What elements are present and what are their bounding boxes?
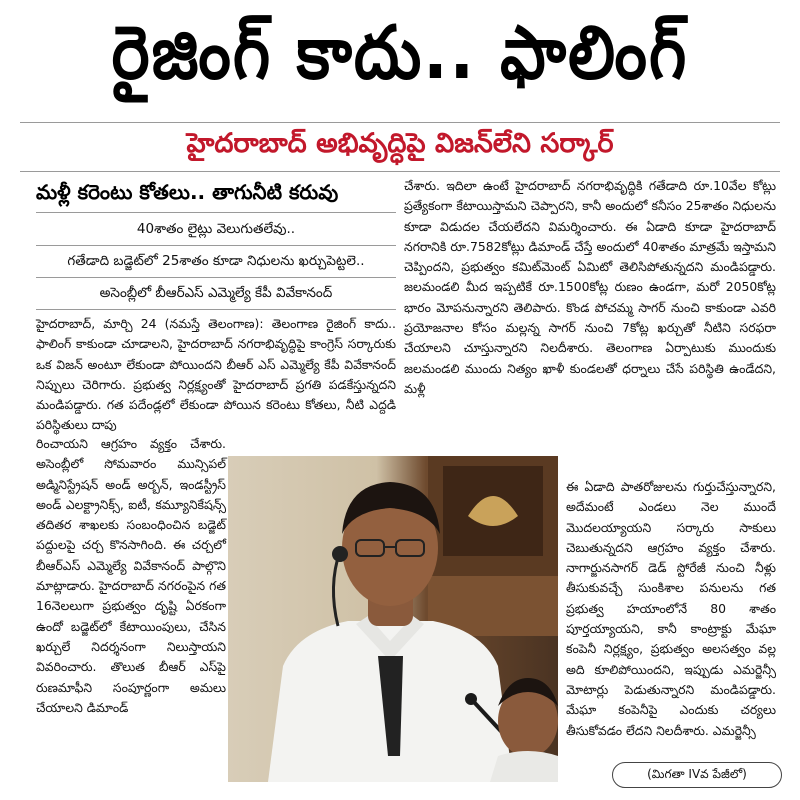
paragraph: రించాయని ఆగ్రహం వ్యక్తం చేశారు. అసెంబ్లీలో సోమవారం మున్సిపల్ అడ్మినిస్ట్రేషన్ అండ్ అర్బన్, ఇండస్ట్రీస్ అండ్ ఎలక్ట్రానిక్స్, ఐటీ, కమ్యూనికేషన్స్ తదితర శాఖలకు సంబంధించిన బడ్జెట్ పద్దులపై చర్చ కొనసాగింది. ఈ చర్చలో బీఆర్‌ఎస్ ఎమ్మెల్యే వివేకానంద్ పాల్గొని మాట్లాడారు. హైదరాబాద్ నగరంపైన గత 16నెలలుగా ప్రభుత్వం దృష్టి ఏరకంగా ఉందో బడ్జెట్‌లో కేటాయింపులు, చేసిన ఖర్చులే నిదర్శనంగా నిలుస్తాయని వివరించారు. తొలుత బీఆర్ ఎస్‌పై రుణమాఫీని సంపూర్ణంగా అమలు చేయాలని డిమాండ్ <box>36 436 226 715</box>
divider <box>36 245 396 246</box>
paragraph: హైదరాబాద్, మార్చి 24 (నమస్తే తెలంగాణ): తెలంగాణ రైజింగ్ కాదు.. ఫాలింగ్ కాకుండా చూడాలని, హైదరాబాద్ నగరాభివృద్ధిపై కాంగ్రెస్ సర్కారుకు ఒక విజన్ అంటూ లేకుండా పోయిందని బీఆర్ ఎస్ ఎమ్మెల్యే కేపీ వివేకానంద్ నిప్పులు చెరిగారు. ప్రభుత్వ నిర్లక్ష్యంతో హైదరాబాద్ ప్రగతి పడకేస్తున్నదని మండిపడ్డారు. గత పదేండ్లలో లేకుండా పోయిన కరెంటు కోతలు, నీటి ఎద్దడి పరిస్థితులు దాపు <box>36 316 396 433</box>
deck-main: మళ్లీ కరెంటు కోతలు.. తాగునీటి కరువు <box>36 179 339 204</box>
divider <box>36 309 396 310</box>
subheadline: హైదరాబాద్ అభివృద్ధిపై విజన్‌లేని సర్కార్ <box>186 128 614 159</box>
deck-line-3: అసెంబ్లీలో బీఆర్‌ఎస్ ఎమ్మెల్యే కేపీ వివేకానంద్ <box>99 284 333 301</box>
article-text-right-top <box>404 176 776 399</box>
divider <box>20 171 780 172</box>
article-text-left-narrow <box>36 434 226 718</box>
paragraph: ఈ ఏడాది పాతరోజులను గుర్తుచేస్తున్నారని, అదేమంటే ఎండలు నెల ముందే మొదలయ్యాయని సర్కారు సాకులు చెబుతున్నదని ఆగ్రహం వ్యక్తం చేశారు. నాగార్జునసాగర్ డెడ్ స్టోరేజీ నుంచి నీళ్లు తీసుకువచ్చే సుంకిశాల పనులను గత ప్రభుత్వ హయాంలోనే 80 శాతం పూర్తయ్యాయని, కానీ కాంట్రాక్టు మేఘా కంపెనీ నిర్లక్ష్యం, ప్రభుత్వం అలసత్వం వల్ల అది కూలిపోయిందని, ఇప్పుడు ఎమర్జెన్సీ మోటార్లు పెడుతున్నారని మండిపడ్డారు. మేఘా కంపెనీపై ఎందుకు చర్యలు తీసుకోవడం లేదని నిలదీశారు. ఎమర్జెన్సీ <box>566 479 776 738</box>
divider <box>36 212 396 213</box>
deck-line-2: గతేడాది బడ్జెట్‌లో 25శాతం కూడా నిధులను ఖర్చుపెట్టలె.. <box>67 252 365 269</box>
paragraph: చేశారు. ఇదిలా ఉంటే హైదరాబాద్ నగరాభివృద్ధికి గతేడాది రూ.10వేల కోట్లు ప్రత్యేకంగా కేటాయిస్తామని చెప్పారని, కానీ అందులో కనీసం 25శాతం నిధులను కూడా విడుదల చేయలేదని విమర్శించారు. ఈ ఏడాది కూడా హైదరాబాద్ నగరానికి రూ.7582కోట్లు డిమాండ్ చేస్తే అందులో 40శాతం మాత్రమే ఇస్తామని చెప్పిందని, ప్రభుత్వం కమిట్‌మెంట్ ఏమిటో తెలిసిపోతున్నదని మండిపడ్డారు. జలమండలి మీద ఇప్పటికే రూ.1500కోట్ల రుణం ఉండగా, మరో 2050కోట్ల భారం మోపనున్నారని తెలిపారు. కొండ పోచమ్మ సాగర్ నుంచి కాకుండా ఎవరి ప్రయోజనాల కోసం మల్లన్న సాగర్ నుంచి 7కోట్ల ఖర్చుతో నీటిని సరఫరా చేయాలని చూస్తున్నారని నిలదీశారు. తెలంగాణ ఏర్పాటుకు ముందుకు జలమండలి ముందు నిత్యం ఖాళీ కుండలతో ధర్నాలు చేసే పరిస్థితి ఉండేదని, మళ్లీ <box>404 178 776 396</box>
divider <box>20 122 780 123</box>
speaker-photo-icon <box>228 456 558 782</box>
headline: రైజింగ్ కాదు.. ఫాలింగ్ <box>111 10 689 96</box>
divider <box>36 277 396 278</box>
speaker-photo <box>228 456 558 782</box>
deck-line-1: 40శాతం లైట్లు వెలుగుతలేవు.. <box>136 220 296 237</box>
continued-on-page-label: (మిగతా IVవ పేజీలో) <box>612 762 782 788</box>
article-text-left-top <box>36 314 396 436</box>
article-text-right-narrow <box>566 477 776 741</box>
